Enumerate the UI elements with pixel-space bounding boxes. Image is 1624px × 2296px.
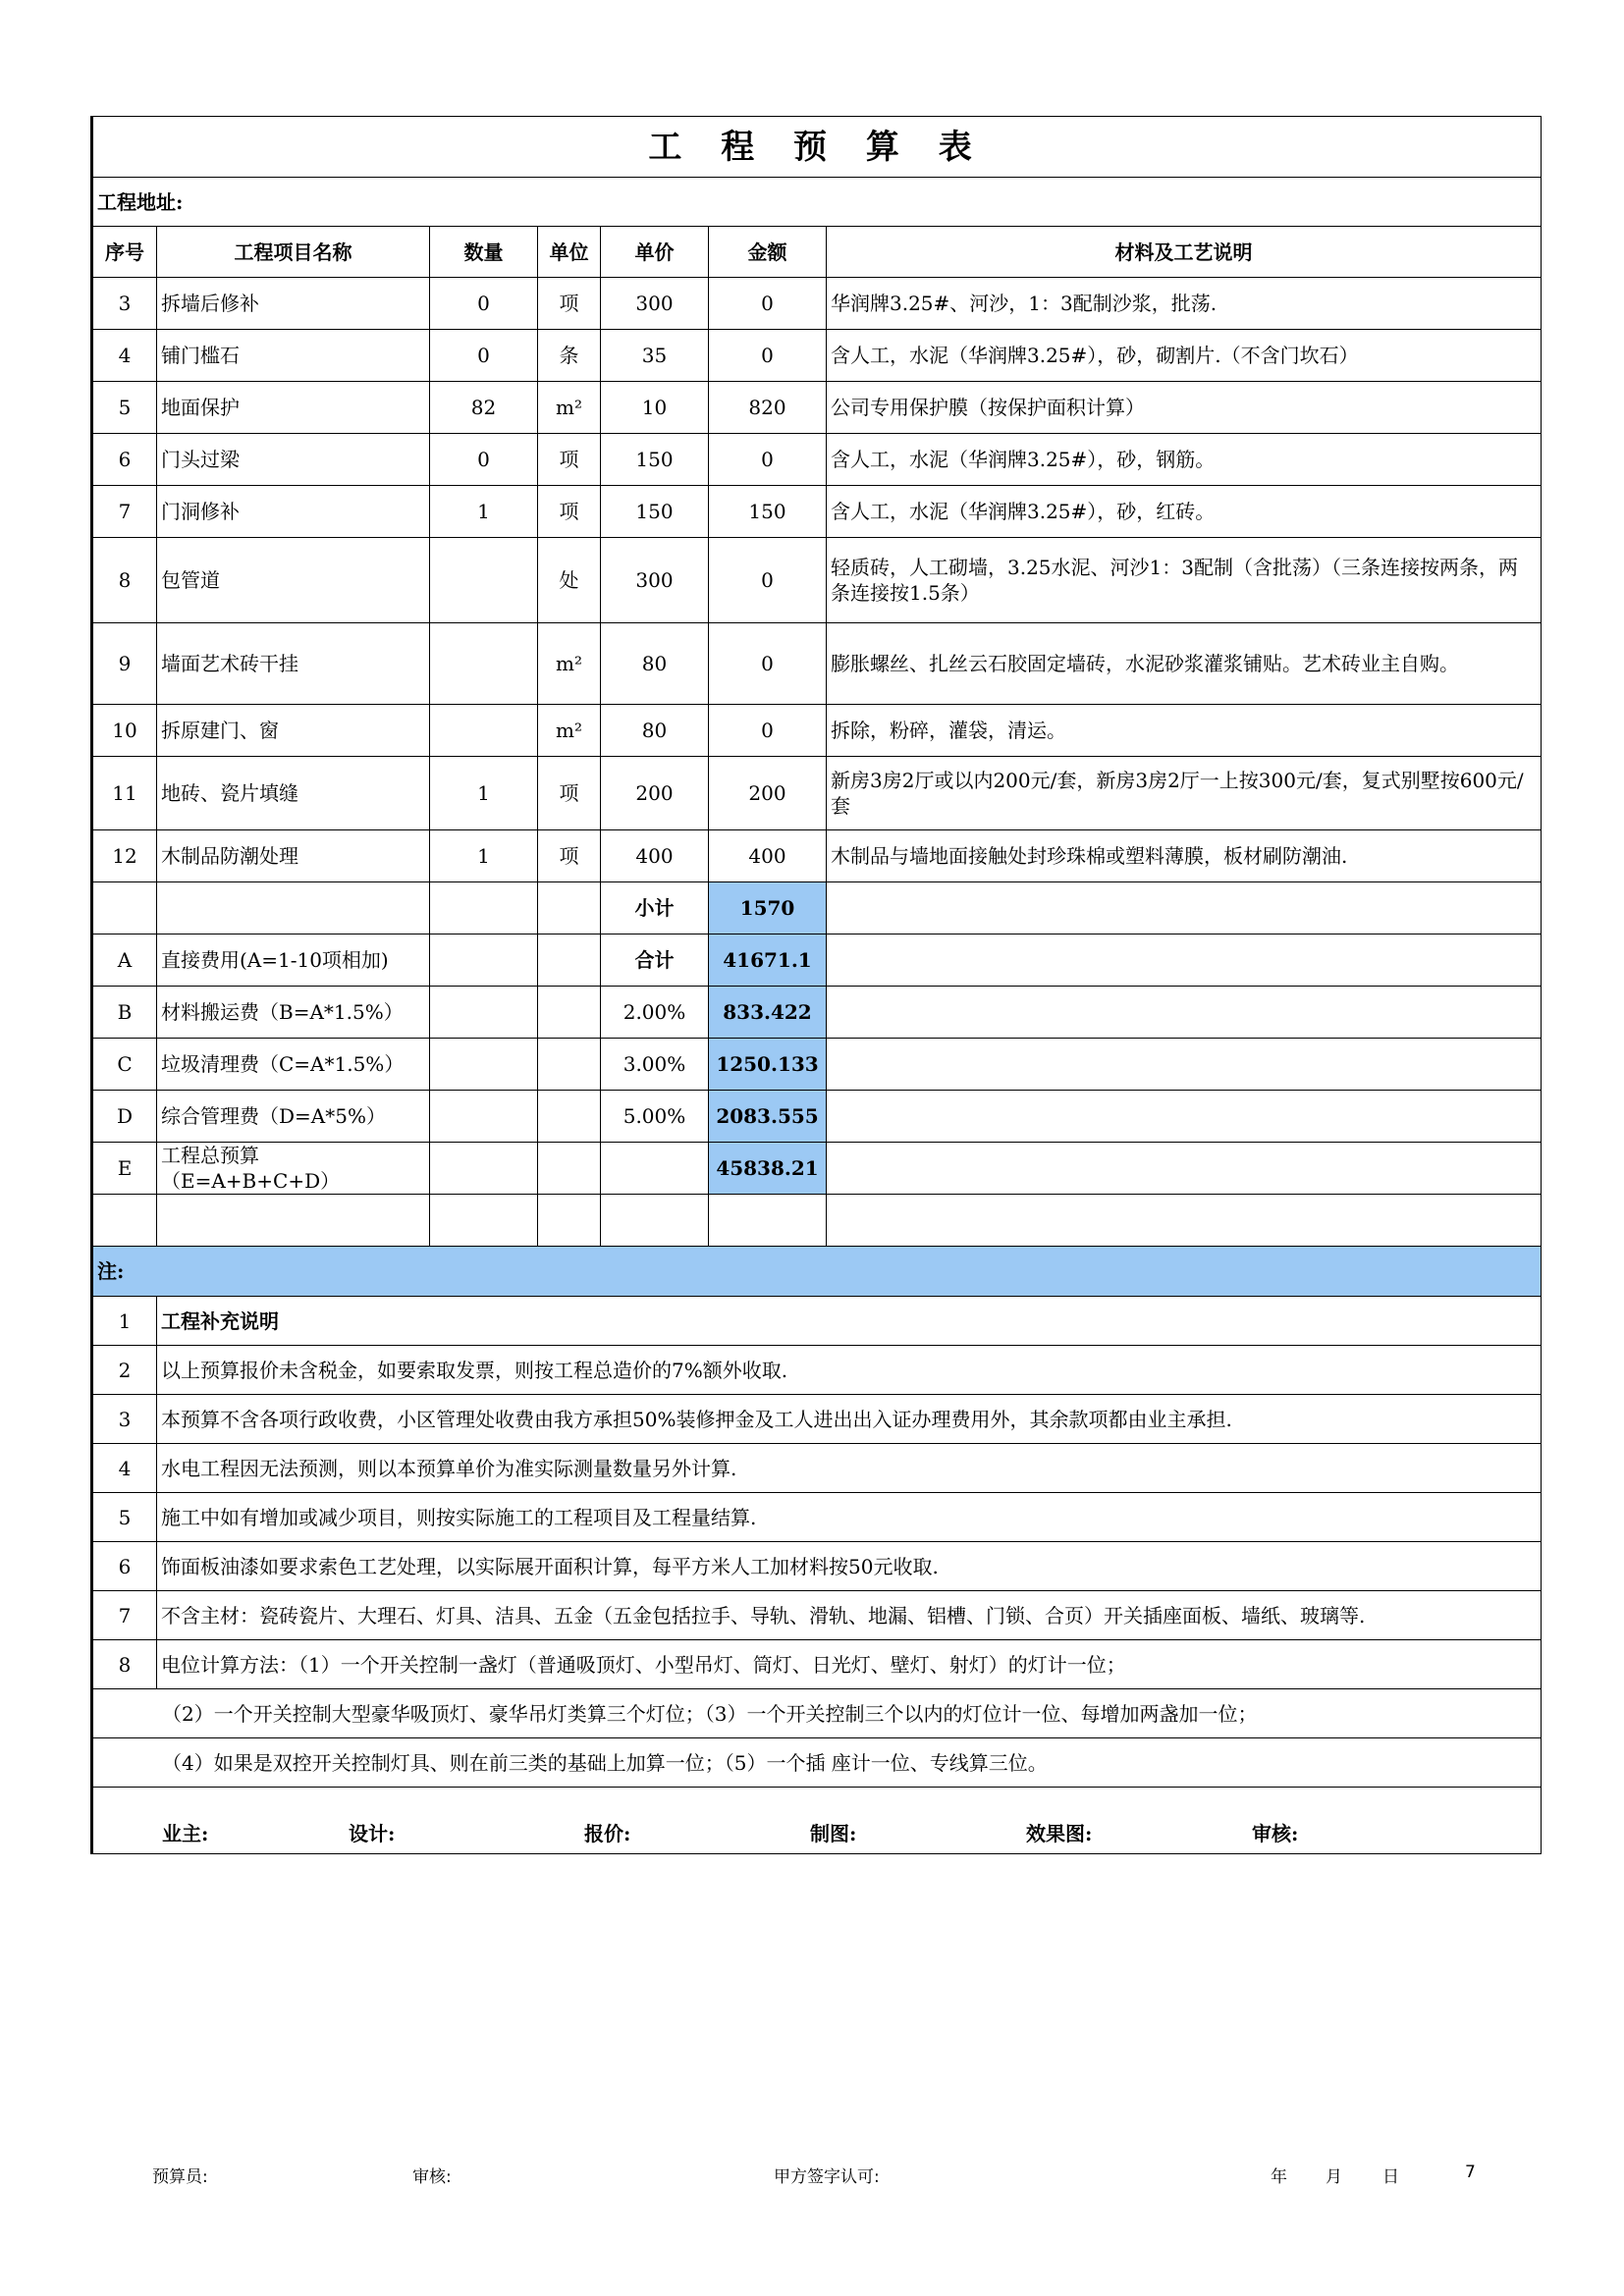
summary-row [92, 1039, 1542, 1091]
note-row [92, 1591, 1542, 1640]
item-no: 4 [92, 330, 157, 382]
summary-empty-unit [538, 934, 601, 987]
summary-rate: 3.00% [601, 1039, 709, 1091]
summary-empty-qty [430, 1039, 538, 1091]
summary-amount: 41671.1 [709, 934, 827, 987]
item-amount: 0 [709, 623, 827, 705]
signature-quote: 报价: [584, 1821, 631, 1845]
item-amount: 820 [709, 382, 827, 434]
table-row [92, 757, 1542, 830]
item-qty: 1 [430, 830, 538, 882]
item-name: 包管道 [157, 538, 430, 623]
table-row [92, 434, 1542, 486]
item-amount: 200 [709, 757, 827, 830]
summary-no: E [92, 1143, 157, 1195]
note-text: 工程补充说明 [157, 1297, 1542, 1346]
signature-owner: 业主: [162, 1821, 209, 1845]
item-price: 80 [601, 623, 709, 705]
summary-amount: 2083.555 [709, 1091, 827, 1143]
note-row [92, 1297, 1542, 1346]
item-no: 8 [92, 538, 157, 623]
item-unit: m² [538, 382, 601, 434]
summary-empty-desc [827, 934, 1542, 987]
subtotal-empty-name [157, 882, 430, 934]
item-price: 300 [601, 278, 709, 330]
summary-empty-qty [430, 987, 538, 1039]
item-unit: 项 [538, 278, 601, 330]
note-row [92, 1640, 1542, 1689]
note-no: 1 [92, 1297, 157, 1346]
item-unit: 条 [538, 330, 601, 382]
note-row [92, 1493, 1542, 1542]
blank-cell-price [601, 1195, 709, 1247]
summary-row [92, 934, 1542, 987]
item-price: 35 [601, 330, 709, 382]
summary-empty-desc [827, 1039, 1542, 1091]
item-name: 拆原建门、窗 [157, 705, 430, 757]
summary-rate: 合计 [601, 934, 709, 987]
summary-no: D [92, 1091, 157, 1143]
header-desc: 材料及工艺说明 [827, 227, 1542, 278]
note-continuation: （4）如果是双控开关控制灯具、则在前三类的基础上加算一位；（5）一个插 座计一位、专线算三位。 [92, 1738, 1542, 1788]
note-no: 7 [92, 1591, 157, 1640]
item-unit: 项 [538, 830, 601, 882]
note-row [92, 1542, 1542, 1591]
item-desc: 轻质砖，人工砌墙，3.25水泥、河沙1：3配制（含批荡）（三条连接按两条，两条连接按1.5条） [827, 538, 1542, 623]
item-no: 3 [92, 278, 157, 330]
item-qty: 1 [430, 757, 538, 830]
item-amount: 0 [709, 705, 827, 757]
summary-name: 工程总预算（E=A+B+C+D） [157, 1143, 430, 1195]
item-price: 150 [601, 486, 709, 538]
notes-label: 注: [92, 1247, 1542, 1297]
footer-month: 月 [1326, 2167, 1342, 2187]
item-qty [430, 705, 538, 757]
note-row [92, 1346, 1542, 1395]
signature-drawing: 制图: [810, 1821, 857, 1845]
item-price: 150 [601, 434, 709, 486]
signature-effect: 效果图: [1026, 1821, 1093, 1845]
summary-name: 综合管理费（D=A*5%） [157, 1091, 430, 1143]
table-row [92, 623, 1542, 705]
item-unit: m² [538, 623, 601, 705]
note-no: 6 [92, 1542, 157, 1591]
item-name: 墙面艺术砖干挂 [157, 623, 430, 705]
header-unit: 单位 [538, 227, 601, 278]
item-price: 400 [601, 830, 709, 882]
item-price: 80 [601, 705, 709, 757]
subtotal-empty-no [92, 882, 157, 934]
item-desc: 公司专用保护膜（按保护面积计算） [827, 382, 1542, 434]
item-price: 300 [601, 538, 709, 623]
item-desc: 含人工，水泥（华润牌3.25#），砂，钢筋。 [827, 434, 1542, 486]
blank-cell-desc [827, 1195, 1542, 1247]
item-name: 门头过梁 [157, 434, 430, 486]
item-amount: 150 [709, 486, 827, 538]
summary-no: C [92, 1039, 157, 1091]
blank-cell-no [92, 1195, 157, 1247]
header-price: 单价 [601, 227, 709, 278]
item-qty: 82 [430, 382, 538, 434]
item-desc: 华润牌3.25#、河沙，1：3配制沙浆，批荡. [827, 278, 1542, 330]
header-qty: 数量 [430, 227, 538, 278]
item-qty: 0 [430, 278, 538, 330]
summary-rate: 5.00% [601, 1091, 709, 1143]
item-no: 10 [92, 705, 157, 757]
page-footer [0, 2163, 1624, 2192]
summary-empty-desc [827, 1091, 1542, 1143]
table-row [92, 486, 1542, 538]
budget-sheet [90, 116, 1540, 1854]
summary-row [92, 1143, 1542, 1195]
header-amount: 金额 [709, 227, 827, 278]
note-continuation: （2）一个开关控制大型豪华吸顶灯、豪华吊灯类算三个灯位；（3）一个开关控制三个以内的灯位计一位、每增加两盏加一位； [92, 1689, 1542, 1738]
note-text: 本预算不含各项行政收费，小区管理处收费由我方承担50%装修押金及工人进出出入证办理费用外，其余款项都由业主承担. [157, 1395, 1542, 1444]
item-unit: 项 [538, 757, 601, 830]
footer-budgeter: 预算员: [152, 2167, 208, 2187]
footer-day: 日 [1382, 2167, 1399, 2187]
note-text: 水电工程因无法预测，则以本预算单价为准实际测量数量另外计算. [157, 1444, 1542, 1493]
item-price: 10 [601, 382, 709, 434]
summary-empty-qty [430, 1143, 538, 1195]
note-no: 5 [92, 1493, 157, 1542]
table-row [92, 705, 1542, 757]
item-name: 木制品防潮处理 [157, 830, 430, 882]
signature-review: 审核: [1252, 1821, 1299, 1845]
item-name: 地砖、瓷片填缝 [157, 757, 430, 830]
blank-cell-unit [538, 1195, 601, 1247]
table-row [92, 538, 1542, 623]
item-amount: 400 [709, 830, 827, 882]
budget-table [90, 116, 1542, 1854]
table-row [92, 382, 1542, 434]
signature-cell [92, 1788, 1542, 1854]
summary-name: 垃圾清理费（C=A*1.5%） [157, 1039, 430, 1091]
item-name: 门洞修补 [157, 486, 430, 538]
summary-empty-desc [827, 1143, 1542, 1195]
notes-label-row [92, 1247, 1542, 1297]
item-no: 5 [92, 382, 157, 434]
summary-empty-unit [538, 1091, 601, 1143]
summary-amount: 1250.133 [709, 1039, 827, 1091]
signature-row [92, 1788, 1542, 1854]
item-name: 铺门槛石 [157, 330, 430, 382]
blank-row [92, 1195, 1542, 1247]
note-text: 饰面板油漆如要求索色工艺处理，以实际展开面积计算，每平方米人工加材料按50元收取. [157, 1542, 1542, 1591]
item-desc: 拆除，粉碎，灌袋，清运。 [827, 705, 1542, 757]
summary-row [92, 1091, 1542, 1143]
item-unit: 项 [538, 434, 601, 486]
summary-empty-qty [430, 1091, 538, 1143]
note-row [92, 1444, 1542, 1493]
item-no: 7 [92, 486, 157, 538]
item-qty: 1 [430, 486, 538, 538]
table-row [92, 830, 1542, 882]
item-amount: 0 [709, 538, 827, 623]
item-desc: 含人工，水泥（华润牌3.25#），砂，红砖。 [827, 486, 1542, 538]
footer-reviewer: 审核: [412, 2167, 452, 2187]
item-desc: 膨胀螺丝、扎丝云石胶固定墙砖，水泥砂浆灌浆铺贴。艺术砖业主自购。 [827, 623, 1542, 705]
item-desc: 含人工，水泥（华润牌3.25#），砂，砌割片.（不含门坎石） [827, 330, 1542, 382]
header-name: 工程项目名称 [157, 227, 430, 278]
item-unit: 项 [538, 486, 601, 538]
table-row [92, 330, 1542, 382]
item-qty: 0 [430, 330, 538, 382]
note-no: 4 [92, 1444, 157, 1493]
blank-cell-amount [709, 1195, 827, 1247]
note-no: 3 [92, 1395, 157, 1444]
footer-page-number: 7 [1465, 2163, 1476, 2182]
summary-no: B [92, 987, 157, 1039]
table-header [92, 227, 1542, 278]
item-desc: 木制品与墙地面接触处封珍珠棉或塑料薄膜，板材刷防潮油. [827, 830, 1542, 882]
item-amount: 0 [709, 434, 827, 486]
address-label: 工程地址: [92, 178, 1542, 227]
table-row [92, 278, 1542, 330]
subtotal-empty-qty [430, 882, 538, 934]
summary-name: 直接费用(A=1-10项相加) [157, 934, 430, 987]
subtotal-amount: 1570 [709, 882, 827, 934]
item-qty: 0 [430, 434, 538, 486]
item-unit: 处 [538, 538, 601, 623]
header-no: 序号 [92, 227, 157, 278]
note-continuation-row [92, 1738, 1542, 1788]
item-qty [430, 623, 538, 705]
note-no: 2 [92, 1346, 157, 1395]
item-amount: 0 [709, 278, 827, 330]
item-name: 拆墙后修补 [157, 278, 430, 330]
summary-empty-unit [538, 1039, 601, 1091]
item-no: 12 [92, 830, 157, 882]
summary-amount: 833.422 [709, 987, 827, 1039]
note-text: 电位计算方法：（1）一个开关控制一盏灯（普通吸顶灯、小型吊灯、筒灯、日光灯、壁灯、射灯）的灯计一位； [157, 1640, 1542, 1689]
summary-no: A [92, 934, 157, 987]
subtotal-empty-desc [827, 882, 1542, 934]
item-price: 200 [601, 757, 709, 830]
blank-cell-name [157, 1195, 430, 1247]
summary-amount: 45838.21 [709, 1143, 827, 1195]
subtotal-label: 小计 [601, 882, 709, 934]
summary-empty-desc [827, 987, 1542, 1039]
footer-year: 年 [1271, 2167, 1287, 2187]
signature-design: 设计: [349, 1821, 396, 1845]
note-row [92, 1395, 1542, 1444]
summary-row [92, 987, 1542, 1039]
subtotal-empty-unit [538, 882, 601, 934]
summary-rate: 2.00% [601, 987, 709, 1039]
summary-empty-qty [430, 934, 538, 987]
summary-name: 材料搬运费（B=A*1.5%） [157, 987, 430, 1039]
blank-cell-qty [430, 1195, 538, 1247]
note-no: 8 [92, 1640, 157, 1689]
note-text: 不含主材：瓷砖瓷片、大理石、灯具、洁具、五金（五金包括拉手、导轨、滑轨、地漏、铝槽、门锁、合页）开关插座面板、墙纸、玻璃等. [157, 1591, 1542, 1640]
note-text: 以上预算报价未含税金，如要索取发票，则按工程总造价的7%额外收取. [157, 1346, 1542, 1395]
item-unit: m² [538, 705, 601, 757]
subtotal-row [92, 882, 1542, 934]
item-no: 11 [92, 757, 157, 830]
page-title: 工 程 预 算 表 [92, 117, 1542, 178]
item-amount: 0 [709, 330, 827, 382]
item-desc: 新房3房2厅或以内200元/套，新房3房2厅一上按300元/套，复式别墅按600元/套 [827, 757, 1542, 830]
item-qty [430, 538, 538, 623]
footer-client-sign: 甲方签字认可: [774, 2167, 880, 2187]
summary-rate [601, 1143, 709, 1195]
item-no: 6 [92, 434, 157, 486]
note-continuation-row [92, 1689, 1542, 1738]
item-name: 地面保护 [157, 382, 430, 434]
note-text: 施工中如有增加或减少项目，则按实际施工的工程项目及工程量结算. [157, 1493, 1542, 1542]
summary-empty-unit [538, 987, 601, 1039]
item-no: 9 [92, 623, 157, 705]
summary-empty-unit [538, 1143, 601, 1195]
